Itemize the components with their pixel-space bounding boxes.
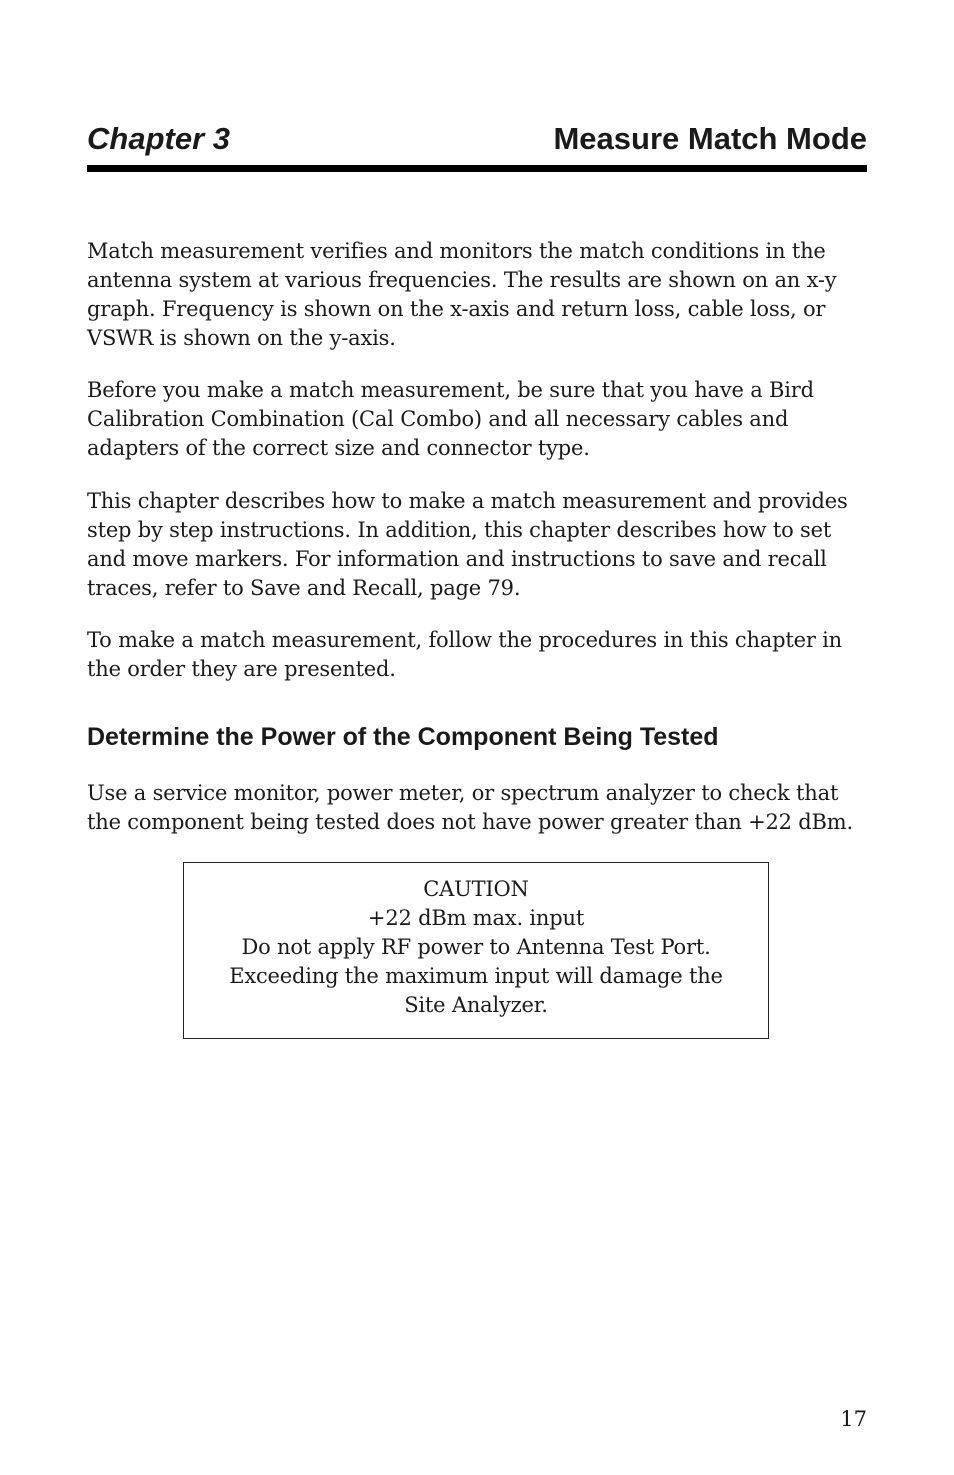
section-heading: Determine the Power of the Component Being Tested (87, 723, 719, 751)
caution-title: CAUTION (423, 877, 529, 901)
caution-line: +22 dBm max. input (367, 906, 585, 930)
caution-box (183, 862, 769, 1039)
page-number: 17 (840, 1407, 867, 1431)
intro-paragraph: Match measurement verifies and monitors the match conditions in the antenna system at various frequencies. The results are shown on an x-y graph. Frequency is shown on the x-axis and return loss, cable loss, or VSWR is shown on the y-axis. (87, 239, 837, 350)
chapter-label: Chapter 3 (87, 121, 230, 156)
procedure-order-paragraph: To make a match measurement, follow the procedures in this chapter in the order they are presented. (87, 628, 842, 681)
chapter-title: Measure Match Mode (553, 121, 867, 156)
chapter-overview-paragraph: This chapter describes how to make a match measurement and provides step by step instructions. In addition, this chapter describes how to set and move markers. For information and instructions to save and recall traces, refer to Save and Recall, page 79. (87, 489, 848, 600)
chapter-header (87, 118, 867, 160)
requirements-paragraph: Before you make a match measurement, be sure that you have a Bird Calibration Combination (Cal Combo) and all necessary cables and adapters of the correct size and connector type. (87, 378, 814, 460)
header-rule (87, 165, 867, 172)
section-paragraph: Use a service monitor, power meter, or spectrum analyzer to check that the component being tested does not have power greater than +22 dBm. (87, 781, 853, 834)
caution-line: Site Analyzer. (404, 993, 548, 1017)
caution-line: Exceeding the maximum input will damage the (229, 964, 723, 988)
document-page (87, 0, 867, 1475)
caution-line: Do not apply RF power to Antenna Test Port. (241, 935, 711, 959)
